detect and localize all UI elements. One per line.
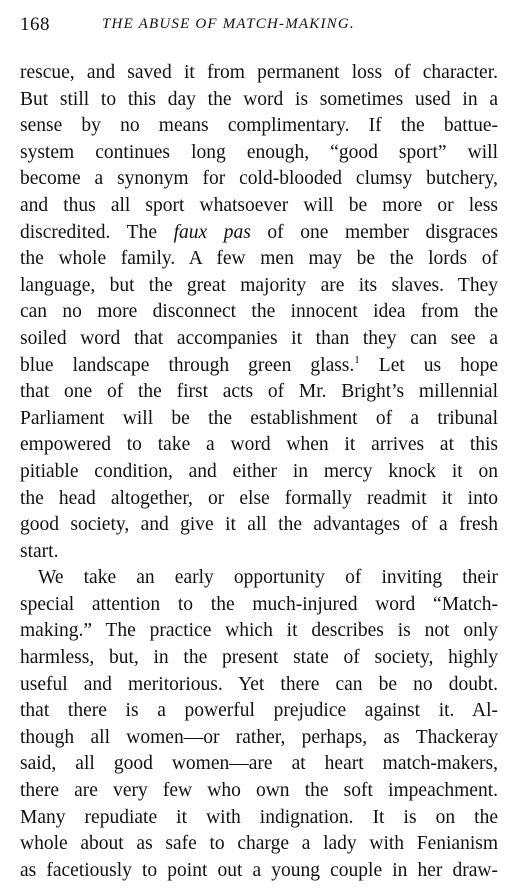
text-run: Let us hope xyxy=(359,354,498,376)
text-run: discredited. The xyxy=(20,221,174,243)
text-line: as facetiously to point out a young couple in her draw- xyxy=(20,859,498,881)
text-line xyxy=(20,220,498,247)
paragraph xyxy=(20,565,498,884)
text-line: system continues long enough, “good sport” will xyxy=(20,141,498,163)
text-line: there are very few who own the soft impeachment. xyxy=(20,780,498,802)
text-line: useful and meritorious. Yet there can be no doubt. xyxy=(20,673,498,695)
paragraph-continued xyxy=(20,60,498,565)
page-header xyxy=(20,14,505,40)
text-line: though all women—or rather, perhaps, as Thackeray xyxy=(20,726,498,748)
text-line: language, but the great majority are its slaves. They xyxy=(20,274,498,296)
text-line: harmless, but, in the present state of society, highly xyxy=(20,647,498,669)
text-line: and thus all sport whatsoever will be more or less xyxy=(20,194,498,216)
text-line: whole about as safe to charge a lady with Fenianism xyxy=(20,833,498,855)
text-line: special attention to the much-injured word “Match- xyxy=(20,593,498,615)
text-line: soiled word that accompanies it than they can see a xyxy=(20,327,498,349)
text-line: sense by no means complimentary. If the battue- xyxy=(20,115,498,137)
text-line: Many repudiate it with indignation. It is on the xyxy=(20,806,498,828)
text-line: the head altogether, or else formally readmit it into xyxy=(20,487,498,509)
text-line: We take an early opportunity of inviting their xyxy=(38,567,498,589)
text-line: can no more disconnect the innocent idea from the xyxy=(20,301,498,323)
text-line: good society, and give it all the advantages of a fresh xyxy=(20,514,498,536)
text-line: become a synonym for cold-blooded clumsy butchery, xyxy=(20,168,498,190)
body-text xyxy=(20,60,498,884)
text-line: making.” The practice which it describes is not only xyxy=(20,620,498,642)
text-line: said, all good women—are at heart match-makers, xyxy=(20,753,498,775)
text-line: But still to this day the word is sometimes used in a xyxy=(20,88,498,110)
text-run: of one member disgraces xyxy=(250,221,498,243)
text-line: the whole family. A few men may be the lords of xyxy=(20,248,498,270)
text-line: rescue, and saved it from permanent loss of character. xyxy=(20,62,498,83)
running-head: THE ABUSE OF MATCH-MAKING. xyxy=(102,16,355,32)
text-line: that one of the first acts of Mr. Bright’s millennial xyxy=(20,381,498,403)
text-run: blue landscape through green glass. xyxy=(20,354,355,376)
text-line: Parliament will be the establishment of a tribunal xyxy=(20,407,498,429)
text-line: pitiable condition, and either in mercy knock it on xyxy=(20,460,498,482)
text-line: empowered to take a word when it arrives at this xyxy=(20,434,498,456)
text-line: start. xyxy=(20,540,59,562)
text-line xyxy=(20,353,498,380)
text-line: that there is a powerful prejudice against it. Al- xyxy=(20,700,498,722)
italic-phrase: faux pas xyxy=(173,221,251,243)
footnote-marker: 1 xyxy=(354,353,360,366)
page-number: 168 xyxy=(20,14,50,35)
